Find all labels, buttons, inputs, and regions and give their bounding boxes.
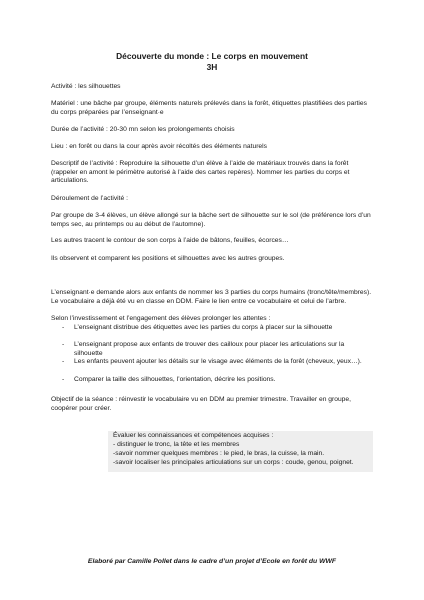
footer-credit: Elaboré par Camille Pollet dans le cadre d’un projet d’Ecole en forêt du WWF <box>87 558 337 565</box>
procedure-paragraph-2: Les autres tracent le contour de son corps à l’aide de bâtons, feuilles, écorces… <box>51 237 289 244</box>
evaluation-item: - distinguer le tronc, la tête et les membres <box>113 441 240 448</box>
procedure-heading: Déroulement de l’activité : <box>51 195 128 202</box>
objective-paragraph: Objectif de la séance : réinvestir le vocabulaire vu en DDM au premier trimestre. Travailler en groupe, coopérer pour créer. <box>51 396 351 412</box>
materials-paragraph: Matériel : une bâche par groupe, éléments naturels prélevés dans la forêt, étiquettes plastifiées des parties du corps préparées par l’enseignant·e <box>51 100 367 116</box>
bullet-dash: - <box>62 376 65 383</box>
bullet-dash: - <box>62 341 65 348</box>
evaluation-item: -savoir nommer quelques membres : le pied, le bras, la cuisse, la main. <box>113 450 325 457</box>
bullet-dash: - <box>62 358 65 365</box>
teacher-paragraph: L’enseignant·e demande alors aux enfants de nommer les 3 parties du corps humains (tronc/tête/membres). Le vocabulaire a déjà été vu en classe en DDM. Faire le lien entre ce vocabulaire et celui de l’arbre. <box>51 289 372 305</box>
evaluation-box <box>108 431 373 472</box>
document-title: Découverte du monde : Le corps en mouvement <box>116 51 308 61</box>
extension-intro: Selon l’investissement et l’engagement des élèves prolonger les attentes : <box>51 315 271 322</box>
duration-line: Durée de l’activité : 20-30 mn selon les prolongements choisis <box>51 126 235 133</box>
document-page: Découverte du monde : Le corps en mouvement 3H Activité : les silhouettes Matériel : une bâche par groupe, éléments naturels prélevés dans la forêt, étiquettes plastifiées des parties du corps préparées par l’enseignant·e Durée de l’activité : 20-30 mn selon les prolongements choisis Lieu : en forêt ou dans la cour après avoir récoltés des éléments naturels Descriptif de l’activité : Reproduire la silhouette d’un élève à l’aide de matériaux trouvés dans la forêt (rappeler en amont le périmètre autorisé à l’aide des cartes repères). Nommer les parties du corps et articulations. Déroulement de l’activité : Par groupe de 3-4 élèves, un élève allongé sur la bâche sert de silhouette sur le sol (de préférence lors d’un temps sec, au printemps ou au début de l’automne). Les autres tracent le contour de son corps à l’aide de bâtons, feuilles, écorces… Ils observent et comparent les positions et silhouettes avec les autres groupes. L’enseignant·e demande alors aux enfants de nommer les 3 parties du corps humains (tronc/tête/membres). Le vocabulaire a déjà été vu en classe en DDM. Faire le lien entre ce vocabulaire et celui de l’arbre. Selon l’investissement et l’engagement des élèves prolonger les attentes : - L’enseignant distribue des étiquettes avec les parties du corps à placer sur la silhouette - L’enseignant propose aux enfants de trouver des cailloux pour placer les articulations sur la silhouette - Les enfants peuvent ajouter les détails sur le visage avec éléments de la forêt (cheveux, yeux…). - Comparer la taille des silhouettes, l’orientation, décrire les positions. Objectif de la séance : réinvestir le vocabulaire vu en DDM au premier trimestre. Travailler en groupe, coopérer pour créer. Évaluer les connaissances et compétences acquises : - distinguer le tronc, la tête et les membres -savoir nommer quelques membres : le pied, le bras, la cuisse, la main. -savoir localiser les principales articulations sur un corps : coude, genou, poignet. Elaboré par Camille Pollet dans le cadre d’un projet d’Ecole en forêt du WWF <box>0 0 424 600</box>
activity-line: Activité : les silhouettes <box>51 83 121 90</box>
procedure-paragraph-1: Par groupe de 3-4 élèves, un élève allongé sur la bâche sert de silhouette sur le sol (de préférence lors d’un temps sec, au printemps ou au début de l’automne). <box>51 212 371 228</box>
bullet-dash: - <box>62 324 65 331</box>
document-subtitle: 3H <box>206 62 218 72</box>
location-line: Lieu : en forêt ou dans la cour après avoir récoltés des éléments naturels <box>51 143 267 150</box>
description-paragraph: Descriptif de l’activité : Reproduire la silhouette d’un élève à l’aide de matériaux trouvés dans la forêt (rappeler en amont le périmètre autorisé à l’aide des cartes repères). Nommer les parties du corps et articulations. <box>51 160 350 185</box>
evaluation-heading: Évaluer les connaissances et compétences acquises : <box>113 432 274 439</box>
evaluation-item: -savoir localiser les principales articulations sur un corps : coude, genou, poignet. <box>113 459 354 466</box>
procedure-paragraph-3: Ils observent et comparent les positions et silhouettes avec les autres groupes. <box>51 255 285 262</box>
